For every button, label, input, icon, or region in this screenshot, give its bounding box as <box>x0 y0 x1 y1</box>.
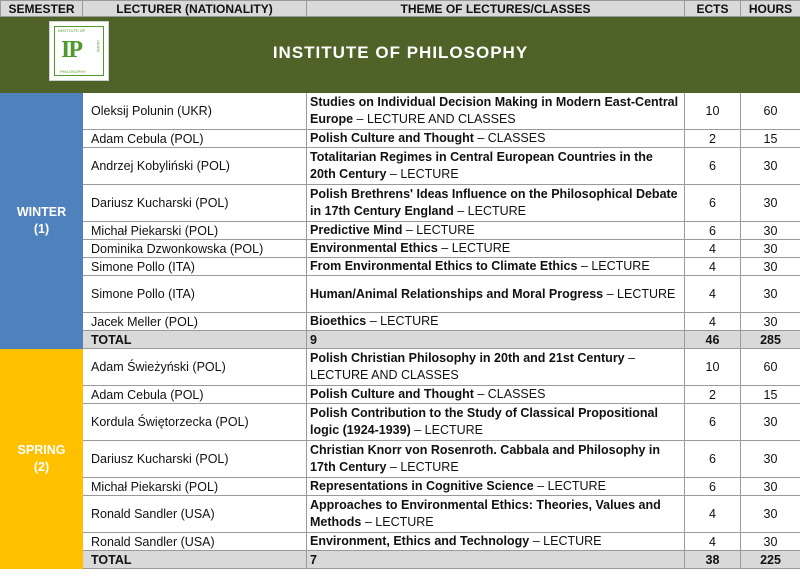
lecturer-cell: Dariusz Kucharski (POL) <box>83 185 307 222</box>
hours-cell: 30 <box>741 185 800 222</box>
course-type: LECTURE <box>400 167 459 181</box>
ects-cell: 4 <box>685 496 741 533</box>
course-type: LECTURE <box>617 286 676 301</box>
table-row <box>1 130 800 148</box>
institute-title: INSTITUTE OF PHILOSOPHY <box>272 43 529 62</box>
course-title: Christian Knorr von Rosenroth. Cabbala and Philosophy in 17th Century <box>310 443 661 474</box>
ects-cell: 2 <box>685 130 741 148</box>
ects-cell: 2 <box>685 386 741 404</box>
header-theme: THEME OF LECTURES/CLASSES <box>307 1 685 17</box>
hours-cell: 30 <box>741 148 800 185</box>
header-ects: ECTS <box>685 1 741 17</box>
theme-cell: Environmental Ethics – LECTURE <box>307 240 685 258</box>
total-count: 7 <box>307 551 685 569</box>
theme-cell: Polish Christian Philosophy in 20th and 21st Century – LECTURE AND CLASSES <box>307 349 685 386</box>
lecturer-cell: Adam Cebula (POL) <box>83 130 307 148</box>
semester-label <box>1 93 83 349</box>
course-title: Predictive Mind <box>310 223 403 237</box>
lecturer-cell: Adam Cebula (POL) <box>83 386 307 404</box>
theme-cell: Approaches to Environmental Ethics: Theories, Values and Methods – LECTURE <box>307 496 685 533</box>
lecturer-cell: Andrzej Kobyliński (POL) <box>83 148 307 185</box>
table-row <box>1 478 800 496</box>
hours-cell: 30 <box>741 404 800 441</box>
table-row <box>1 441 800 478</box>
table-row <box>1 185 800 222</box>
course-title: Environmental Ethics <box>310 241 438 255</box>
winter-section <box>1 93 800 349</box>
lecturer-cell: Dominika Dzwonkowska (POL) <box>83 240 307 258</box>
lecturer-cell: Michał Piekarski (POL) <box>83 222 307 240</box>
hours-cell: 15 <box>741 130 800 148</box>
table-row <box>1 349 800 386</box>
table-row <box>1 148 800 185</box>
course-type: LECTURE <box>591 259 650 273</box>
course-title: Bioethics <box>310 314 367 328</box>
course-title: Polish Culture and Thought <box>310 131 474 145</box>
course-type: LECTURE <box>424 423 483 437</box>
course-title: Polish Contribution to the Study of Classical Propositional logic (1924-1939) <box>310 406 658 437</box>
theme-cell: Polish Culture and Thought – CLASSES <box>307 386 685 404</box>
course-title: Polish Culture and Thought <box>310 387 474 401</box>
hours-cell: 30 <box>741 313 800 331</box>
course-type: LECTURE <box>467 204 527 218</box>
ects-cell: 6 <box>685 148 741 185</box>
lecturer-cell: Simone Pollo (ITA) <box>83 276 307 313</box>
lecturer-cell: Jacek Meller (POL) <box>83 313 307 331</box>
course-title: Human/Animal Relationships and Moral Progress <box>310 286 604 301</box>
total-label: TOTAL <box>83 551 307 569</box>
institute-banner <box>1 17 800 93</box>
course-type: LECTURE <box>451 241 511 255</box>
total-count: 9 <box>307 331 685 349</box>
theme-cell: Polish Brethrens' Ideas Influence on the Philosophical Debate in 17th Century England – LECTURE <box>307 185 685 222</box>
table-row <box>1 313 800 331</box>
theme-cell: Human/Animal Relationships and Moral Progress – LECTURE <box>307 276 685 313</box>
course-title: Totalitarian Regimes in Central European Countries in the 20th Century <box>310 150 653 181</box>
total-ects: 38 <box>685 551 741 569</box>
header-row <box>1 1 800 17</box>
lecturer-cell: Simone Pollo (ITA) <box>83 258 307 276</box>
ects-cell: 10 <box>685 93 741 130</box>
course-type: LECTURE <box>416 223 475 237</box>
course-type: LECTURE <box>375 515 434 529</box>
table-row <box>1 404 800 441</box>
table-row <box>1 276 800 313</box>
table-row <box>1 258 800 276</box>
ects-cell: 4 <box>685 533 741 551</box>
hours-cell: 30 <box>741 533 800 551</box>
hours-cell: 30 <box>741 240 800 258</box>
theme-cell: Representations in Cognitive Science – LECTURE <box>307 478 685 496</box>
ects-cell: 6 <box>685 185 741 222</box>
hours-cell: 30 <box>741 276 800 313</box>
theme-cell: Studies on Individual Decision Making in Modern East-Central Europe – LECTURE AND CLASSES <box>307 93 685 130</box>
course-title: Polish Brethrens' Ideas Influence on the Philosophical Debate in 17th Century England <box>310 187 678 218</box>
hours-cell: 30 <box>741 478 800 496</box>
course-title: Studies on Individual Decision Making in Modern East-Central Europe <box>310 95 679 126</box>
table-row <box>1 93 800 130</box>
lecturer-cell: Dariusz Kucharski (POL) <box>83 441 307 478</box>
course-title: From Environmental Ethics to Climate Ethics <box>310 259 578 273</box>
total-label: TOTAL <box>83 331 307 349</box>
semester-name: WINTER <box>16 204 67 219</box>
course-type: CLASSES <box>487 387 546 401</box>
ects-cell: 6 <box>685 222 741 240</box>
lecturer-cell: Adam Świeżyński (POL) <box>83 349 307 386</box>
course-title: Representations in Cognitive Science <box>310 479 534 493</box>
ects-cell: 6 <box>685 441 741 478</box>
lecturer-cell: Ronald Sandler (USA) <box>83 496 307 533</box>
total-row <box>1 551 800 569</box>
header-semester: SEMESTER <box>1 1 83 17</box>
theme-cell: From Environmental Ethics to Climate Ethics – LECTURE <box>307 258 685 276</box>
ects-cell: 10 <box>685 349 741 386</box>
total-hours: 225 <box>741 551 800 569</box>
total-ects: 46 <box>685 331 741 349</box>
ects-cell: 6 <box>685 478 741 496</box>
semester-number: (1) <box>33 221 50 236</box>
ects-cell: 4 <box>685 240 741 258</box>
theme-cell: Christian Knorr von Rosenroth. Cabbala and Philosophy in 17th Century – LECTURE <box>307 441 685 478</box>
course-title: Environment, Ethics and Technology <box>310 534 530 548</box>
course-title: Approaches to Environmental Ethics: Theories, Values and Methods <box>310 498 661 529</box>
table-row <box>1 496 800 533</box>
hours-cell: 60 <box>741 349 800 386</box>
theme-cell: Totalitarian Regimes in Central European Countries in the 20th Century – LECTURE <box>307 148 685 185</box>
ects-cell: 6 <box>685 404 741 441</box>
ects-cell: 4 <box>685 313 741 331</box>
ects-cell: 4 <box>685 258 741 276</box>
course-type: LECTURE <box>380 314 439 328</box>
theme-cell: Bioethics – LECTURE <box>307 313 685 331</box>
lecturer-cell: Ronald Sandler (USA) <box>83 533 307 551</box>
semester-number: (2) <box>33 459 50 474</box>
semester-label <box>1 349 83 569</box>
hours-cell: 15 <box>741 386 800 404</box>
hours-cell: 30 <box>741 222 800 240</box>
semester-name: SPRING <box>17 442 66 457</box>
hours-cell: 30 <box>741 258 800 276</box>
header-lecturer: LECTURER (NATIONALITY) <box>83 1 307 17</box>
ects-cell: 4 <box>685 276 741 313</box>
course-type: LECTURE AND CLASSES <box>366 112 516 126</box>
lecturer-cell: Michał Piekarski (POL) <box>83 478 307 496</box>
header-hours: HOURS <box>741 1 800 17</box>
hours-cell: 60 <box>741 93 800 130</box>
course-type: LECTURE AND CLASSES <box>310 368 459 382</box>
table-row <box>1 222 800 240</box>
lecturer-cell: Kordula Świętorzecka (POL) <box>83 404 307 441</box>
table-row <box>1 240 800 258</box>
hours-cell: 30 <box>741 496 800 533</box>
total-row <box>1 331 800 349</box>
course-type: LECTURE <box>547 479 606 493</box>
institute-logo-icon: INSTITUTE OF IP PHILOSOPHY UKSW <box>49 21 109 81</box>
course-type: LECTURE <box>543 534 602 548</box>
course-title: Polish Christian Philosophy in 20th and 21st Century <box>310 351 625 365</box>
total-hours: 285 <box>741 331 800 349</box>
spring-section <box>1 349 800 569</box>
course-type: LECTURE <box>400 460 459 474</box>
table-row <box>1 386 800 404</box>
theme-cell: Polish Culture and Thought – CLASSES <box>307 130 685 148</box>
theme-cell: Environment, Ethics and Technology – LECTURE <box>307 533 685 551</box>
lecturer-cell: Oleksij Polunin (UKR) <box>83 93 307 130</box>
theme-cell: Predictive Mind – LECTURE <box>307 222 685 240</box>
hours-cell: 30 <box>741 441 800 478</box>
course-type: CLASSES <box>487 131 546 145</box>
table-row <box>1 533 800 551</box>
theme-cell: Polish Contribution to the Study of Classical Propositional logic (1924-1939) – LECTURE <box>307 404 685 441</box>
